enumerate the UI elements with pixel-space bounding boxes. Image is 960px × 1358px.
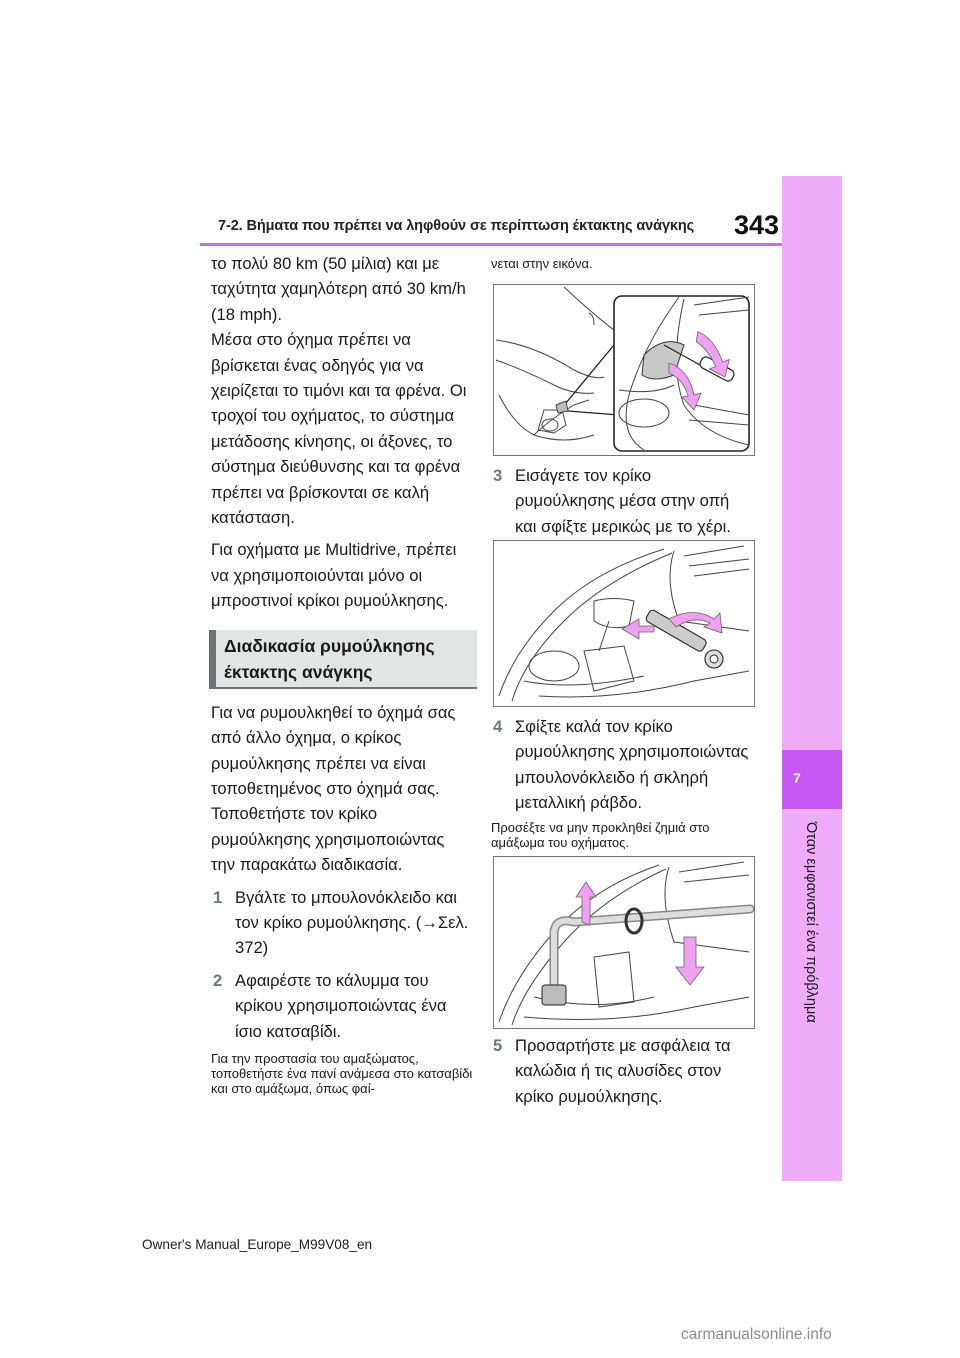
step-text: Προσαρτήστε με ασφάλεια τα καλώδια ή τις αλυσίδες στον κρίκο ρυμούλκησης.	[515, 1036, 731, 1106]
step-4	[491, 714, 753, 850]
step-2	[211, 968, 473, 1044]
step-number: 1	[213, 887, 223, 907]
step-number: 2	[213, 970, 223, 990]
wrench-tighten-drawing-icon	[494, 857, 754, 1028]
chapter-number-block	[782, 750, 842, 809]
left-column	[211, 251, 473, 1096]
step-number: 4	[493, 717, 503, 736]
step-text: Εισάγετε τον κρίκο ρυμούλκησης μέσα στην οπή και σφίξτε μερικώς με το χέρι.	[515, 466, 731, 536]
watermark-link[interactable]: carmanualsonline.info	[681, 1326, 832, 1343]
chapter-number: 7	[793, 770, 801, 786]
insert-tow-hook-illustration	[493, 540, 755, 707]
paragraph: Για οχήματα με Multidrive, πρέπει να χρησιμοποιούνται μόνο οι μπροστινοί κρίκοι ρυμούλκησης.	[211, 540, 457, 611]
right-column	[491, 251, 753, 271]
chapter-title: Όταν εμφανιστεί ένα πρόβλημα	[803, 822, 819, 1023]
remove-cover-illustration	[493, 284, 755, 456]
header-divider	[200, 243, 782, 246]
note-text: Προσέξτε να μην προκληθεί ζημιά στο αμάξωμα του οχήματος.	[491, 819, 710, 850]
step-text: Αφαιρέστε το κάλυμμα του κρίκου χρησιμοποιώντας ένα ίσιο κατσαβίδι.	[235, 970, 447, 1041]
step-3	[491, 463, 753, 546]
note-continuation: νεται στην εικόνα.	[491, 256, 593, 271]
step-text: Σφίξτε καλά τον κρίκο ρυμούλκησης χρησιμοποιώντας μπουλονόκλειδο ή σκληρή μεταλλική ράβδο.	[515, 717, 749, 813]
paragraph: το πολύ 80 km (50 μίλια) και με ταχύτητα χαμηλότερη από 30 km/h (18 mph).	[211, 254, 466, 324]
section-title: 7-2. Βήματα που πρέπει να ληφθούν σε περίπτωση έκτακτης ανάγκης	[218, 218, 695, 234]
document-id: Owner's Manual_Europe_M99V08_en	[142, 1237, 373, 1252]
tighten-tow-hook-illustration	[493, 856, 755, 1029]
page-number: 343	[734, 210, 780, 240]
step-5	[491, 1033, 753, 1116]
step-number: 3	[493, 466, 503, 485]
section-heading: Διαδικασία ρυμούλκησης έκτακτης ανάγκης	[209, 630, 477, 689]
car-bumper-drawing-icon	[494, 285, 754, 455]
step-text: Βγάλτε το μπουλονόκλειδο και τον κρίκο ρυμούλκησης. (→Σελ. 372)	[235, 887, 469, 958]
paragraph: Μέσα στο όχημα πρέπει να βρίσκεται ένας οδηγός για να χειρίζεται το τιμόνι και τα φρένα. Οι τροχοί του οχήματος, το σύστημα μετάδοσης κίνησης, οι άξονες, το σύστημα διεύθυνσης και τα φρένα πρέπει να βρίσκονται σε καλή κατάσταση.	[211, 330, 467, 528]
intro-paragraph: Για να ρυμουλκηθεί το όχημά σας από άλλο όχημα, ο κρίκος ρυμούλκησης πρέπει να είναι τοποθετημένος στο όχημά σας. Τοποθετήστε τον κρίκο ρυμούλκησης χρησιμοποιώντας την παρακάτω διαδικασία.	[211, 702, 456, 875]
step-number: 5	[493, 1036, 503, 1055]
note-text: Για την προστασία του αμαξώματος, τοποθετήστε ένα πανί ανάμεσα στο κατσαβίδι και στο αμάξωμα, όπως φαί-	[211, 1050, 473, 1096]
chapter-side-tab	[782, 176, 842, 1181]
step-1	[211, 885, 473, 961]
tow-hook-insert-drawing-icon	[494, 541, 754, 706]
